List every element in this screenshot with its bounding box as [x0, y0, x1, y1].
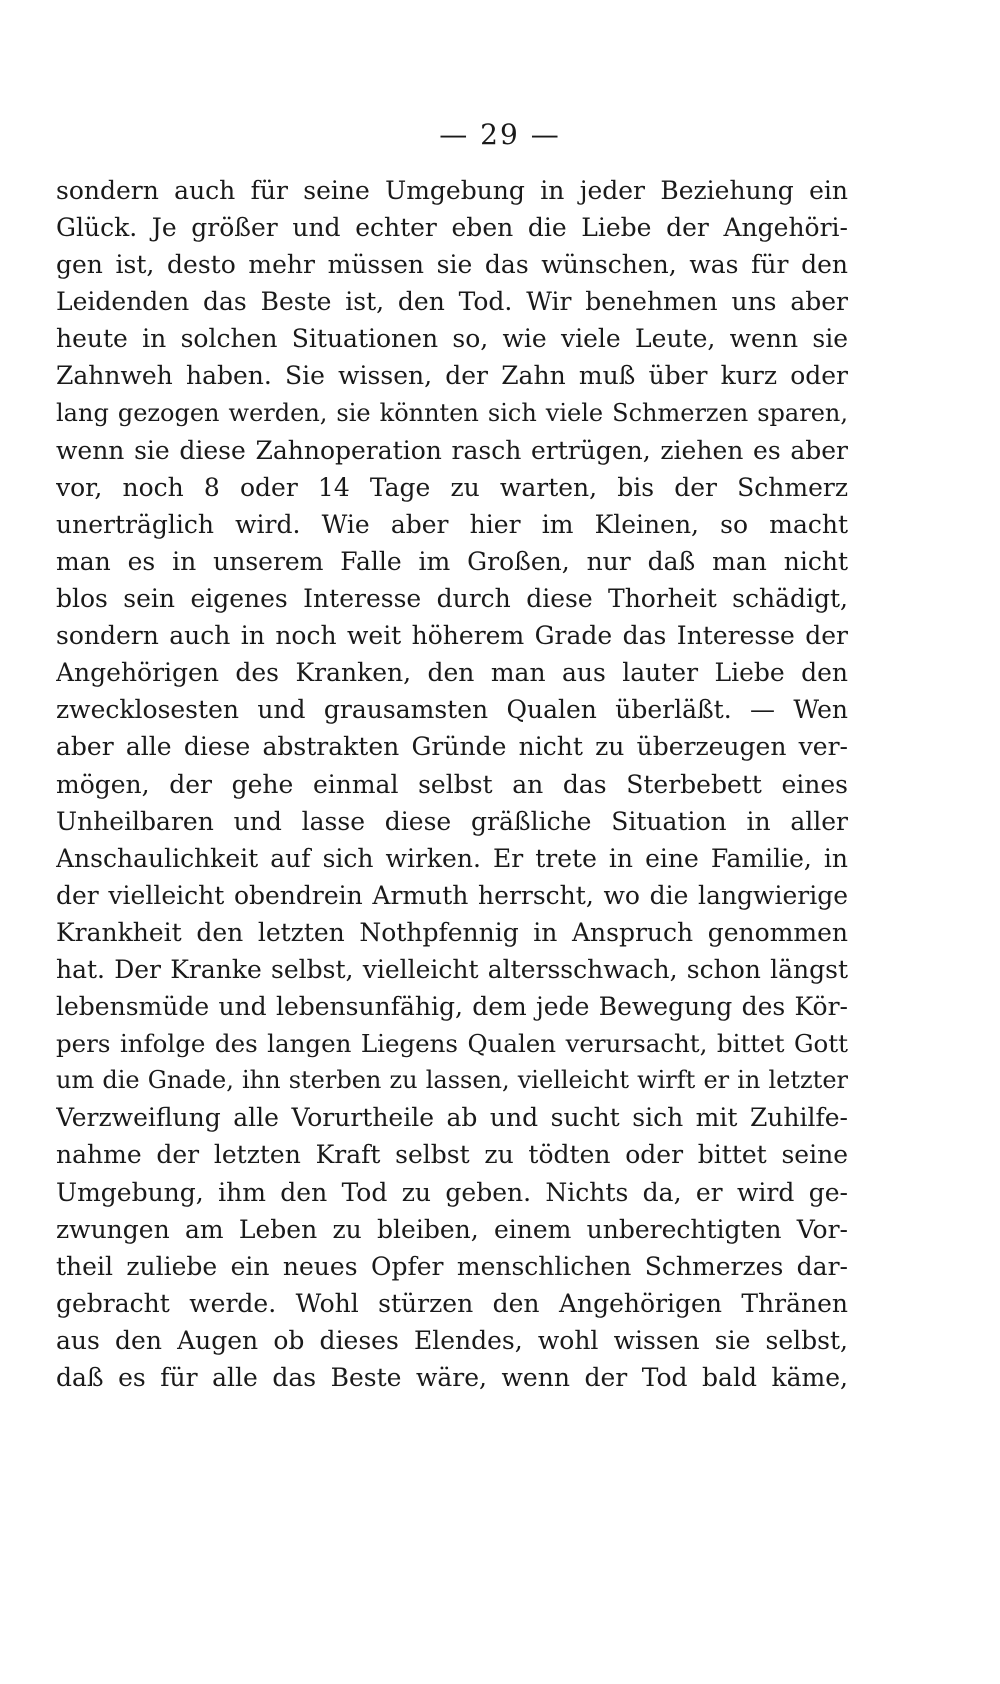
text-line: wenn sie diese Zahnoperation rasch ertrügen, ziehen es aber	[56, 435, 848, 465]
text-line: aus den Augen ob dieses Elendes, wohl wissen sie selbst,	[56, 1325, 848, 1355]
text-line: theil zuliebe ein neues Opfer menschlichen Schmerzes dar-	[56, 1251, 848, 1281]
text-line: lang gezogen werden, sie könnten sich viele Schmerzen sparen,	[56, 398, 848, 427]
text-line: gen ist, desto mehr müssen sie das wünschen, was für den	[56, 250, 848, 280]
text-line: Angehörigen des Kranken, den man aus lauter Liebe den	[56, 658, 848, 688]
text-line: Krankheit den letzten Nothpfennig in Anspruch genommen	[56, 917, 848, 947]
text-line: sondern auch für seine Umgebung in jeder Beziehung ein	[56, 176, 848, 205]
text-line: unerträglich wird. Wie aber hier im Kleinen, so macht	[56, 509, 848, 539]
text-line: hat. Der Kranke selbst, vielleicht altersschwach, schon längst	[56, 954, 848, 984]
text-line: Zahnweh haben. Sie wissen, der Zahn muß über kurz oder	[56, 361, 848, 391]
text-line: der vielleicht obendrein Armuth herrscht, wo die langwierige	[56, 880, 848, 910]
text-line: gebracht werde. Wohl stürzen den Angehörigen Thränen	[56, 1288, 848, 1318]
text-line: mögen, der gehe einmal selbst an das Sterbebett eines	[56, 769, 848, 799]
text-line: aber alle diese abstrakten Gründe nicht zu überzeugen ver-	[56, 732, 848, 762]
body-text	[56, 172, 848, 1396]
text-line: sondern auch in noch weit höherem Grade das Interesse der	[56, 621, 848, 651]
text-line: Leidenden das Beste ist, den Tod. Wir benehmen uns aber	[56, 287, 848, 317]
text-line: Umgebung, ihm den Tod zu geben. Nichts da, er wird ge-	[56, 1177, 848, 1207]
text-line: Glück. Je größer und echter eben die Liebe der Angehöri-	[56, 213, 848, 243]
text-line: lebensmüde und lebensunfähig, dem jede Bewegung des Kör-	[56, 992, 848, 1022]
text-line: Verzweiflung alle Vorurtheile ab und sucht sich mit Zuhilfe-	[56, 1103, 848, 1133]
text-line: zwungen am Leben zu bleiben, einem unberechtigten Vor-	[56, 1214, 848, 1244]
text-line: um die Gnade, ihn sterben zu lassen, vielleicht wirft er in letzter	[56, 1066, 848, 1095]
text-line: zwecklosesten und grausamsten Qualen überläßt. — Wen	[56, 695, 848, 725]
text-line: blos sein eigenes Interesse durch diese Thorheit schädigt,	[56, 584, 848, 614]
text-line: daß es für alle das Beste wäre, wenn der Tod bald käme,	[56, 1363, 848, 1392]
text-line: nahme der letzten Kraft selbst zu tödten oder bittet seine	[56, 1140, 848, 1170]
text-line: man es in unserem Falle im Großen, nur daß man nicht	[56, 546, 848, 576]
page-number: — 29 —	[439, 118, 561, 151]
text-line: heute in solchen Situationen so, wie viele Leute, wenn sie	[56, 324, 848, 354]
text-line: pers infolge des langen Liegens Qualen verursacht, bittet Gott	[56, 1029, 848, 1059]
text-line: vor, noch 8 oder 14 Tage zu warten, bis der Schmerz	[56, 472, 848, 502]
text-line: Unheilbaren und lasse diese gräßliche Situation in aller	[56, 806, 848, 836]
text-line: Anschaulichkeit auf sich wirken. Er trete in eine Familie, in	[56, 843, 848, 873]
